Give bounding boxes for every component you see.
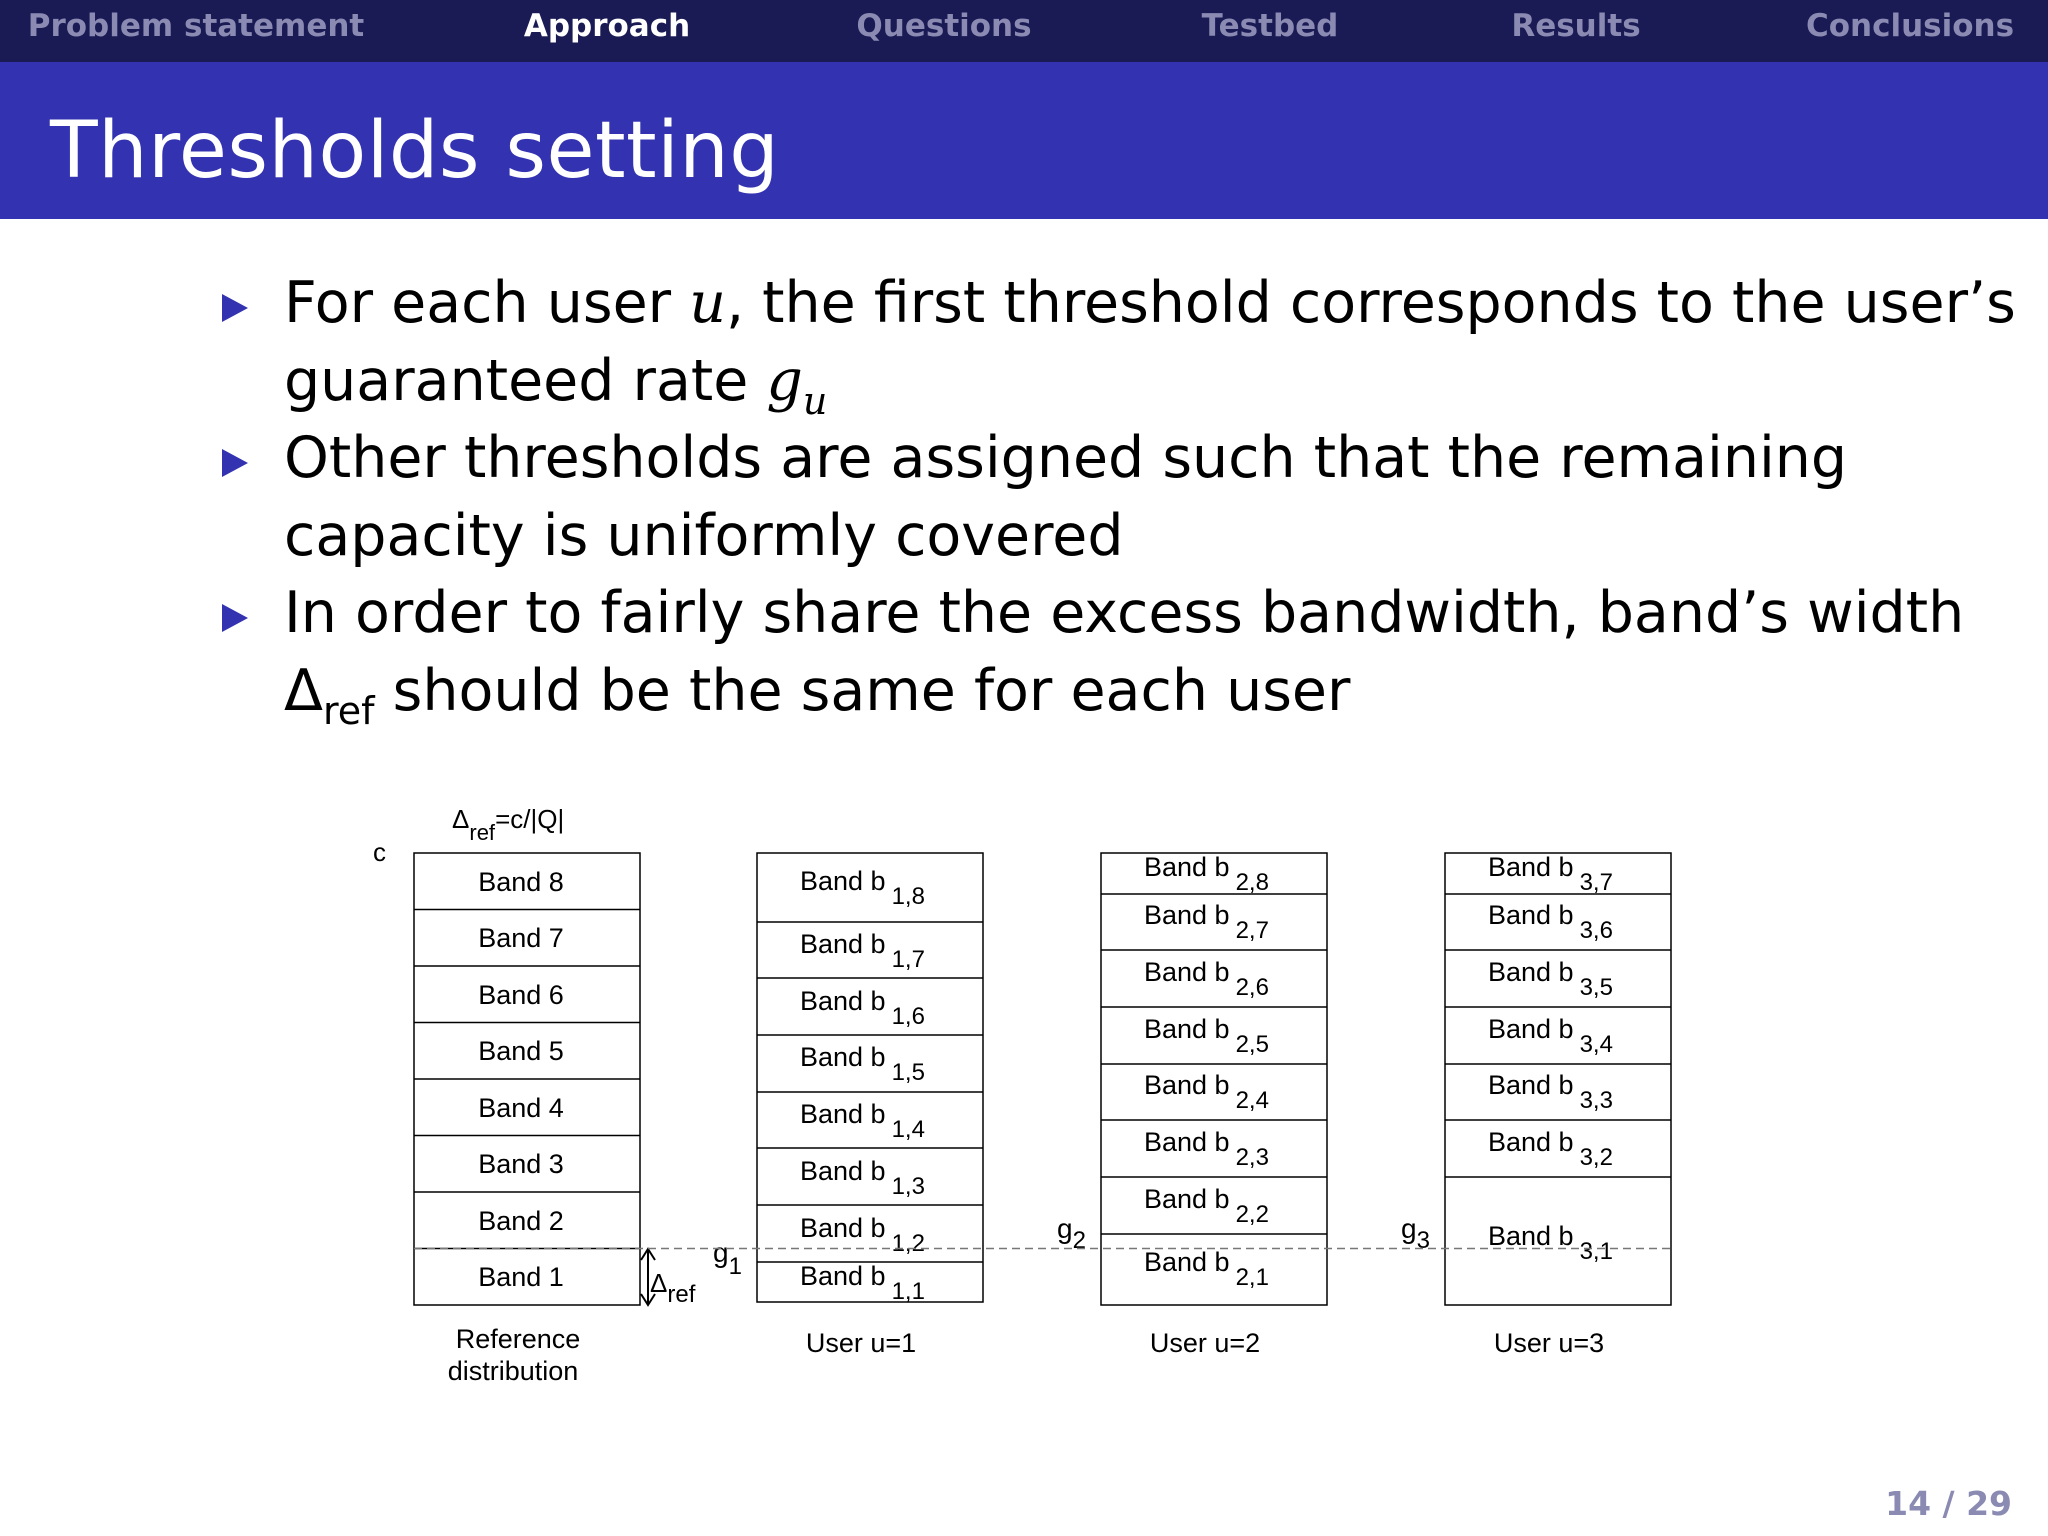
- user-1-band-4: Band b1,4: [800, 1099, 925, 1143]
- user-3-band-3: Band b3,3: [1488, 1070, 1613, 1114]
- bullet-1-var-g-sub: u: [802, 379, 828, 423]
- reference-distribution: [414, 853, 696, 1386]
- reference-caption-line-1: Reference: [455, 1324, 581, 1354]
- bullet-3-delta-sub: ref: [323, 689, 375, 733]
- user-1-band-1: Band b1,1: [800, 1261, 925, 1305]
- user-1-band-5: Band b1,5: [800, 1042, 925, 1086]
- nav-item-results[interactable]: Results: [1511, 8, 1641, 44]
- bullet-3-delta-symbol: Δ: [284, 658, 323, 724]
- bullet-3-line-1: In order to fairly share the excess bandwidth, band’s width: [284, 580, 1965, 646]
- user-2-band-2: Band b2,2: [1144, 1184, 1269, 1228]
- user-2-band-3: Band b2,3: [1144, 1127, 1269, 1171]
- user-2-distribution: [1057, 852, 1327, 1358]
- user-3-guaranteed-rate-label: g3: [1401, 1213, 1430, 1254]
- reference-band-1: Band 1: [478, 1262, 564, 1292]
- user-3-band-7: Band b3,7: [1488, 852, 1613, 896]
- user-1-caption: User u=1: [805, 1328, 917, 1358]
- reference-band-2: Band 2: [478, 1206, 564, 1236]
- user-2-band-5: Band b2,5: [1144, 1014, 1269, 1058]
- nav-item-approach[interactable]: Approach: [523, 8, 691, 44]
- nav-item-questions[interactable]: Questions: [856, 8, 1032, 44]
- user-3-band-6: Band b3,6: [1488, 900, 1613, 944]
- user-3-band-1: Band b3,1: [1488, 1221, 1613, 1265]
- bullet-1-text-b: , the first threshold corresponds to the user’s: [725, 270, 2016, 336]
- user-1-band-3: Band b1,3: [800, 1156, 925, 1200]
- user-2-band-7: Band b2,7: [1144, 900, 1269, 944]
- nav-item-problem-statement[interactable]: Problem statement: [27, 8, 365, 44]
- user-2-caption: User u=2: [1149, 1328, 1261, 1358]
- delta-ref-width-label: Δref: [650, 1268, 696, 1308]
- user-2-band-8: Band b2,8: [1144, 852, 1269, 896]
- user-2-band-4: Band b2,4: [1144, 1070, 1269, 1114]
- bullet-1-var-u: u: [689, 270, 726, 336]
- user-3-band-4: Band b3,4: [1488, 1014, 1613, 1058]
- reference-caption-line-2: distribution: [447, 1356, 579, 1386]
- user-2-band-1: Band b2,1: [1144, 1247, 1269, 1291]
- capacity-label: c: [373, 837, 386, 867]
- bullet-1-var-g: g: [766, 348, 803, 414]
- bullet-3-text: should be the same for each user: [374, 658, 1351, 724]
- user-1-distribution: [713, 853, 983, 1358]
- user-1-band-2: Band b1,2: [800, 1213, 925, 1257]
- user-3-caption: User u=3: [1493, 1328, 1605, 1358]
- page-number: 14 / 29: [1885, 1484, 2012, 1523]
- bullet-2-line-2: capacity is uniformly covered: [284, 503, 1124, 569]
- reference-band-8: Band 8: [478, 867, 564, 897]
- user-3-band-2: Band b3,2: [1488, 1127, 1613, 1171]
- nav-item-conclusions[interactable]: Conclusions: [1805, 8, 2015, 44]
- user-2-guaranteed-rate-label: g2: [1057, 1213, 1086, 1254]
- bullet-1-text-c: guaranteed rate: [284, 348, 767, 414]
- bullet-2-line-1: Other thresholds are assigned such that the remaining: [284, 425, 1848, 491]
- user-3-band-5: Band b3,5: [1488, 957, 1613, 1001]
- user-1-guaranteed-rate-label: g1: [713, 1237, 742, 1280]
- user-3-distribution: [1401, 852, 1671, 1358]
- user-1-band-8: Band b1,8: [800, 866, 925, 910]
- reference-band-4: Band 4: [478, 1093, 564, 1123]
- delta-ref-header: $\Delta_{ref}=c/|Q|$: [452, 804, 565, 845]
- reference-band-6: Band 6: [478, 980, 564, 1010]
- reference-band-lines: [414, 910, 640, 1249]
- reference-band-7: Band 7: [478, 923, 564, 953]
- bullet-1-text-a: For each user: [284, 270, 690, 336]
- user-1-band-6: Band b1,6: [800, 986, 925, 1030]
- nav-item-testbed[interactable]: Testbed: [1201, 8, 1339, 44]
- reference-band-5: Band 5: [478, 1036, 564, 1066]
- user-2-band-6: Band b2,6: [1144, 957, 1269, 1001]
- user-1-band-7: Band b1,7: [800, 929, 925, 973]
- reference-band-3: Band 3: [478, 1149, 564, 1179]
- slide-title: Thresholds setting: [50, 106, 780, 196]
